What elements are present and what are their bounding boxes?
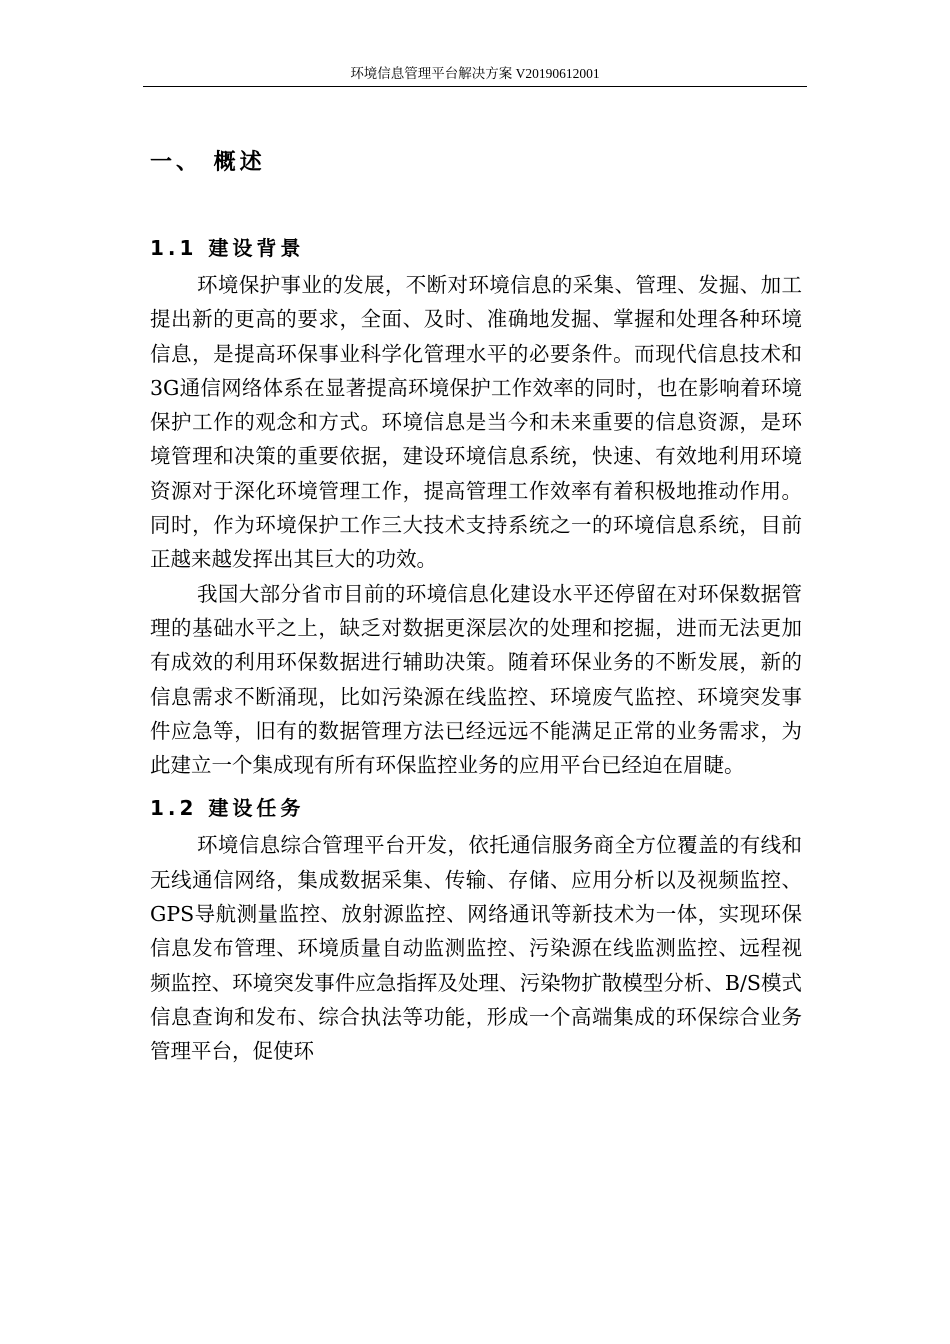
document-body: [150, 140, 802, 1069]
section-title-background: 1.1 建设背景: [150, 236, 305, 260]
section-title-tasks: 1.2 建设任务: [150, 796, 305, 821]
running-header: [143, 64, 807, 87]
chapter-title: 一、 概述: [150, 150, 266, 175]
paragraph: 环境保护事业的发展，不断对环境信息的采集、管理、发掘、加工提出新的更高的要求，全面、及时、准确地发掘、掌握和处理各种环境信息，是提高环保事业科学化管理水平的必要条件。而现代信息技术和3G通信网络体系在显著提高环境保护工作效率的同时，也在影响着环境保护工作的观念和方式。环境信息是当今和未来重要的信息资源，是环境管理和决策的重要依据，建设环境信息系统，快速、有效地利用环境资源对于深化环境管理工作，提高管理工作效率有着积极地推动作用。同时，作为环境保护工作三大技术支持系统之一的环境信息系统，目前正越来越发挥出其巨大的功效。: [150, 273, 802, 572]
running-header-title: 环境信息管理平台解决方案 V20190612001: [350, 66, 600, 81]
paragraph: 我国大部分省市目前的环境信息化建设水平还停留在对环保数据管理的基础水平之上，缺乏对数据更深层次的处理和挖掘，进而无法更加有成效的利用环保数据进行辅助决策。随着环保业务的不断发展，新的信息需求不断涌现，比如污染源在线监控、环境废气监控、环境突发事件应急等，旧有的数据管理方法已经远远不能满足正常的业务需求，为此建立一个集成现有所有环保监控业务的应用平台已经迫在眉睫。: [150, 581, 802, 778]
paragraph: 环境信息综合管理平台开发，依托通信服务商全方位覆盖的有线和无线通信网络，集成数据采集、传输、存储、应用分析以及视频监控、GPS导航测量监控、放射源监控、网络通讯等新技术为一体，实现环保信息发布管理、环境质量自动监测监控、污染源在线监测监控、远程视频监控、环境突发事件应急指挥及处理、污染物扩散模型分析、B/S模式信息查询和发布、综合执法等功能，形成一个高端集成的环保综合业务管理平台，促使环: [150, 833, 802, 1064]
